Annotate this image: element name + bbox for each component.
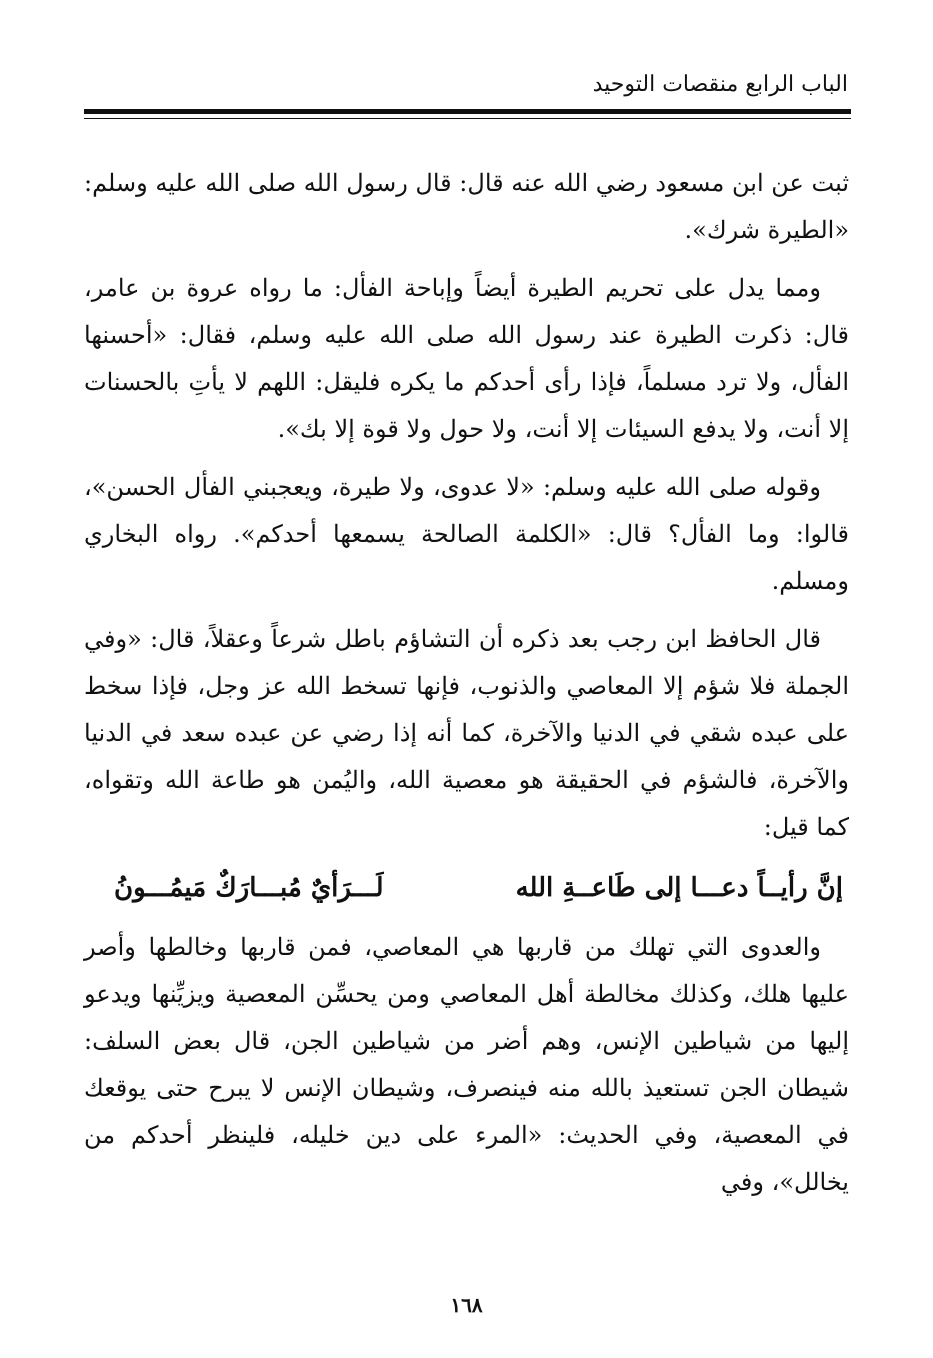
paragraph-ibn-masud-hadith: ثبت عن ابن مسعود رضي الله عنه قال: قال رسول الله صلى الله عليه وسلم: «الطيرة شرك». (84, 169, 849, 244)
header-rule-thin (84, 118, 851, 119)
header-rule-thick (84, 109, 851, 114)
paragraph-fal-permission: ومما يدل على تحريم الطيرة أيضاً وإباحة الفأل: ما رواه عروة بن عامر، قال: ذكرت الطيرة عند رسول الله صلى الله عليه وسلم، فقال: «أحسنها الفأل، ولا ترد مسلماً، فإذا رأى أحدكم ما يكره فليقل: اللهم لا يأتِ بالحسنات إلا أنت، ولا يدفع السيئات إلا أنت، ولا حول ولا قوة إلا بك». (84, 274, 850, 443)
page-number: ١٦٨ (450, 1293, 483, 1317)
poetry-verse (84, 862, 849, 914)
running-header: الباب الرابع منقصات التوحيد (592, 72, 848, 97)
verse-second-hemistich: لَـــرَأيٌ مُبـــارَكٌ مَيمُـــونُ (114, 873, 384, 903)
page-body (84, 160, 849, 1217)
paragraph-ibn-rajab-quote: قال الحافظ ابن رجب بعد ذكره أن التشاؤم باطل شرعاً وعقلاً، قال: «وفي الجملة فلا شؤم إلا المعاصي والذنوب، فإنها تسخط الله عز وجل، فإذا سخط على عبده شقي في الدنيا والآخرة، كما أنه إذا رضي عن عبده سعد في الدنيا والآخرة، فالشؤم في الحقيقة هو معصية الله، واليُمن هو طاعة الله وتقواه، كما قيل: (84, 625, 849, 841)
paragraph-no-contagion-hadith: وقوله صلى الله عليه وسلم: «لا عدوى، ولا طيرة، ويعجبني الفأل الحسن»، قالوا: وما الفأل؟ قال: «الكلمة الصالحة يسمعها أحدكم». رواه البخاري ومسلم. (84, 473, 849, 595)
verse-first-hemistich: إنَّ رأيــاً دعـــا إلى طَاعــةِ الله (515, 873, 843, 903)
paragraph-sins-contagion: والعدوى التي تهلك من قاربها هي المعاصي، فمن قاربها وخالطها وأصر عليها هلك، وكذلك مخالطة أهل المعاصي ومن يحسِّن المعصية ويزيِّنها ويدعو إليها من شياطين الإنس، وهم أضر من شياطين الجن، قال بعض السلف: شيطان الجن تستعيذ بالله منه فينصرف، وشيطان الإنس لا يبرح حتى يوقعك في المعصية، وفي الحديث: «المرء على دين خليله، فلينظر أحدكم من يخالل»، وفي (84, 933, 849, 1196)
